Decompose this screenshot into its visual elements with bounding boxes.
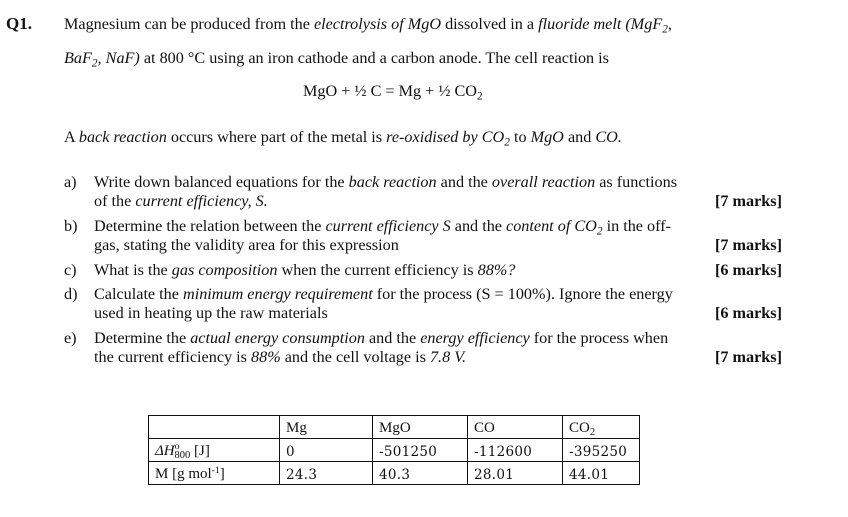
question-number: Q1. [6, 14, 32, 33]
intro-emph-melt: fluoride melt (MgF$_2$, [538, 15, 672, 36]
marks-label: [7 marks] [715, 192, 782, 210]
question-item-d [64, 285, 808, 323]
marks-label: [6 marks] [715, 261, 782, 279]
thermo-data-table [148, 415, 640, 485]
item-letter: e) [64, 329, 77, 347]
table-row-label: M [g mol$^{-1}$] [149, 462, 280, 485]
item-body: Calculate the minimum energy requirement for the process (S = 100%). Ignore the energy used in heating up the raw materials [94, 285, 673, 322]
table-cell: 24.3 [280, 462, 373, 485]
intro-text: at 800 °C using an iron cathode and a carbon anode. The cell reaction is [139, 49, 609, 67]
marks-label: [6 marks] [715, 304, 782, 322]
intro-emph-electrolysis: electrolysis of MgO [313, 15, 442, 33]
table-cell: -501250 [373, 439, 468, 462]
marks-label: [7 marks] [715, 236, 782, 254]
intro-line-1 [64, 15, 672, 34]
question-item-c [64, 261, 808, 280]
table-cell: -112600 [468, 439, 563, 462]
item-letter: b) [64, 217, 78, 235]
intro-line-2 [64, 49, 609, 68]
question-item-a [64, 173, 808, 211]
table-header-cell: Mg [280, 416, 373, 439]
marks-label: [7 marks] [715, 348, 782, 366]
table-row [149, 439, 640, 462]
table-header-cell [149, 416, 280, 439]
intro-emph-salts: BaF$_2$, NaF) [64, 49, 140, 70]
item-letter: d) [64, 285, 78, 303]
item-body: Write down balanced equations for the back reaction and the overall reaction as functions of the current efficiency, S. [94, 173, 677, 210]
table-header-cell: MgO [373, 416, 468, 439]
back-reaction-paragraph: A back reaction occurs where part of the metal is re-oxidised by $CO_2$ to MgO and CO. [64, 128, 622, 149]
item-body: Determine the actual energy consumption and the energy efficiency for the process when the current efficiency is 88% and the cell voltage is 7.8 V. [94, 329, 669, 366]
table-row [149, 462, 640, 485]
table-row-label: $\Delta H^o_{800}$ [J] [149, 439, 280, 462]
table-header-cell: $CO_2$ [563, 416, 640, 439]
question-item-e [64, 329, 808, 367]
item-body: What is the gas composition when the current efficiency is 88%? [94, 261, 516, 279]
table-cell: 28.01 [468, 462, 563, 485]
table-header-cell: CO [468, 416, 563, 439]
item-letter: a) [64, 173, 77, 191]
cell-reaction-equation: MgO + ½ C = Mg + ½ $CO_2$ [303, 82, 483, 103]
intro-text: dissolved in a [441, 15, 539, 33]
table-cell: 44.01 [563, 462, 640, 485]
item-letter: c) [64, 261, 77, 279]
table-header-row [149, 416, 640, 439]
question-item-b [64, 217, 808, 255]
table-cell: 40.3 [373, 462, 468, 485]
item-body: Determine the relation between the current efficiency S and the content of $CO_2$ in the off- gas, stating the validity area for this expression [94, 217, 672, 254]
table-cell: 0 [280, 439, 373, 462]
intro-text: Magnesium can be produced from the [64, 15, 314, 33]
table-cell: -395250 [563, 439, 640, 462]
